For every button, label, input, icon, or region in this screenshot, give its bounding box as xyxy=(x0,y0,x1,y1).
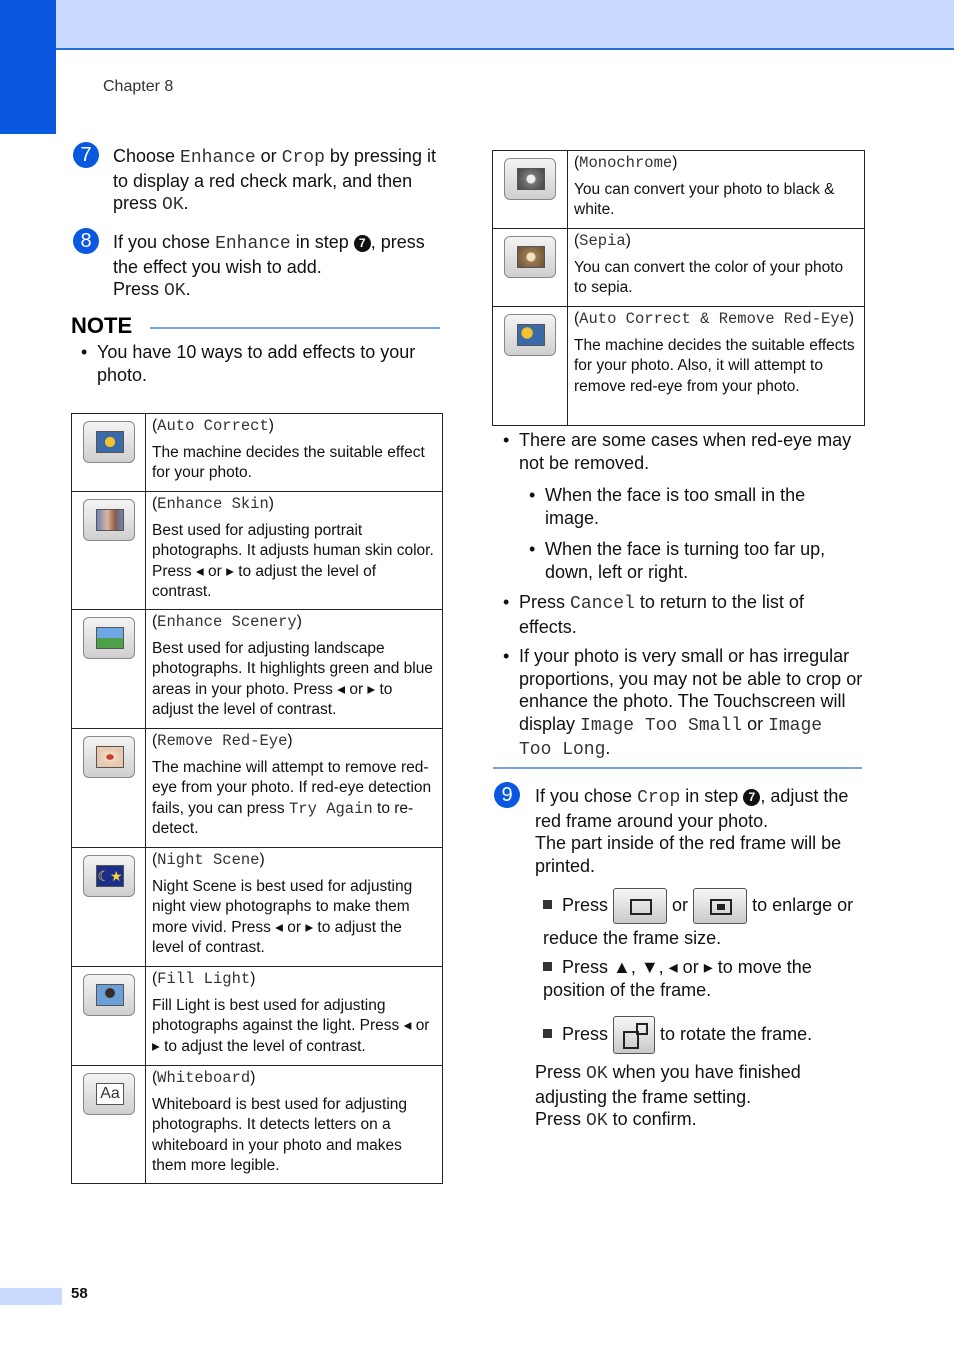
sub-step-rotate-frame: Press to rotate the frame. xyxy=(543,1016,863,1054)
sub-bullet-small-face: • When the face is too small in the image. xyxy=(529,485,806,528)
note-end-rule xyxy=(493,767,862,769)
step-8-number: 8 xyxy=(73,228,99,254)
reduce-icon xyxy=(710,899,732,915)
step-ref: 7 xyxy=(743,789,760,806)
remove-red-eye-icon xyxy=(83,736,135,778)
effect-row: ☾★ (Night Scene) Night Scene is best used for adjusting night view photographs to make them more vivid. Press ◂ or ▸ to adjust the level of contrast. xyxy=(72,848,443,967)
fill-light-icon xyxy=(83,974,135,1016)
enlarge-frame-button[interactable] xyxy=(613,888,667,924)
step-9-finish-text: Press OK when you have finished adjusting the frame setting. Press OK to confirm. xyxy=(535,1062,801,1131)
note-bullet: • You have 10 ways to add effects to your photo. xyxy=(81,342,416,385)
note-rule xyxy=(150,327,440,329)
effect-row: (Monochrome) You can convert your photo to black & white. xyxy=(493,151,865,229)
effect-row: (Remove Red-Eye) The machine will attempt to remove red-eye from your photo. If red-eye detection fails, you can press Try Again to re-detect. xyxy=(72,729,443,848)
effect-row: (Auto Correct & Remove Red-Eye) The machine decides the suitable effects for your photo. Also, it will attempt to remove red-eye from your photo. xyxy=(493,307,865,426)
effect-row: (Fill Light) Fill Light is best used for adjusting photographs against the light. Press ◂ or ▸ to adjust the level of contrast. xyxy=(72,967,443,1066)
effect-row: (Enhance Skin) Best used for adjusting portrait photographs. It adjusts human skin color. Press ◂ or ▸ to adjust the level of contrast. xyxy=(72,492,443,610)
effects-table-right xyxy=(492,150,865,426)
bullet-red-eye-cases: • There are some cases when red-eye may not be removed. xyxy=(503,430,852,473)
effect-row: (Enhance Scenery) Best used for adjusting landscape photographs. It highlights green and blue areas in your photo. Press ◂ or ▸ to adjust the level of contrast. xyxy=(72,610,443,729)
sub-step-frame-size: Press or to enlarge or reduce the frame size. xyxy=(543,888,863,952)
step-9-text: If you chose Crop in step 7 , adjust the red frame around your photo. The part inside of the red frame will be printed. xyxy=(535,786,849,876)
step-9-number: 9 xyxy=(494,782,520,808)
sub-step-move-frame: Press ▲, ▼, ◂ or ▸ to move the position of the frame. xyxy=(543,957,812,1000)
monochrome-icon xyxy=(504,158,556,200)
page-number: 58 xyxy=(71,1285,88,1302)
step-ref: 7 xyxy=(354,235,371,252)
effect-row: (Sepia) You can convert the color of your photo to sepia. xyxy=(493,229,865,307)
note-title: NOTE xyxy=(71,313,133,338)
chapter-tab xyxy=(0,0,56,134)
step-8-text: If you chose Enhance in step 7 , press the effect you wish to add. Press OK. xyxy=(113,232,425,301)
night-scene-icon: ☾★ xyxy=(83,855,135,897)
step-7-text: Choose Enhance or Crop by pressing it to display a red check mark, and then press OK. xyxy=(113,146,436,215)
enlarge-icon xyxy=(630,899,652,915)
bullet-cancel: • Press Cancel to return to the list of effects. xyxy=(503,592,804,637)
rotate-frame-button[interactable] xyxy=(613,1016,655,1054)
bullet-irregular-photo: • If your photo is very small or has irregular proportions, you may not be able to crop or enhance the photo. The Touchscreen will display Image Too Small or Image Too Long. xyxy=(503,646,863,760)
effects-table-left xyxy=(71,413,443,1184)
auto-correct-icon xyxy=(83,421,135,463)
effect-row: Aa (Whiteboard) Whiteboard is best used for adjusting photographs. It detects letters on a whiteboard in your photo and makes them more legible. xyxy=(72,1066,443,1184)
auto-correct-red-eye-icon xyxy=(504,314,556,356)
chapter-label: Chapter 8 xyxy=(103,78,174,95)
step-7-number: 7 xyxy=(73,142,99,168)
page-number-bar xyxy=(0,1288,62,1305)
header-bar xyxy=(0,0,954,50)
reduce-frame-button[interactable] xyxy=(693,888,747,924)
effect-row: (Auto Correct) The machine decides the suitable effect for your photo. xyxy=(72,414,443,492)
enhance-scenery-icon xyxy=(83,617,135,659)
sepia-icon xyxy=(504,236,556,278)
sub-bullet-turned-face: • When the face is turning too far up, down, left or right. xyxy=(529,539,826,582)
whiteboard-icon: Aa xyxy=(83,1073,135,1115)
enhance-skin-icon xyxy=(83,499,135,541)
